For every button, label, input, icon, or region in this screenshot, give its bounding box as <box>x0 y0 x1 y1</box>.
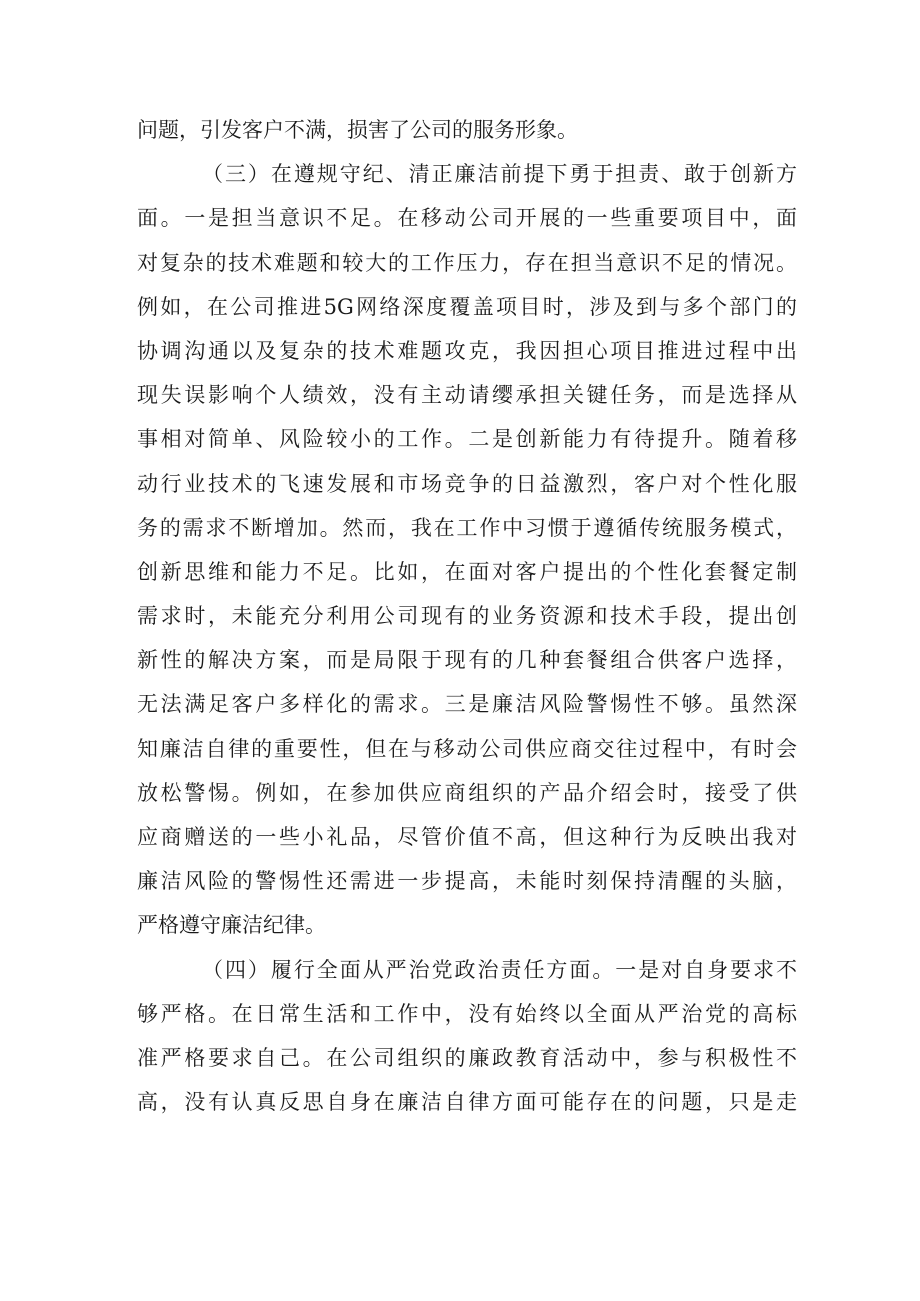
text-line: 准严格要求自己。在公司组织的廉政教育活动中，参与积极性不 <box>137 1045 797 1070</box>
text-line: 应商赠送的一些小礼品，尽管价值不高，但这种行为反映出我对 <box>137 825 797 849</box>
text-line: 协调沟通以及复杂的技术难题攻克，我因担心项目推进过程中出 <box>137 338 797 363</box>
section-4-heading-line: （四）履行全面从严治党政治责任方面。一是对自身要求不 <box>202 957 797 982</box>
text-line: 务的需求不断增加。然而，我在工作中习惯于遵循传统服务模式， <box>137 515 797 540</box>
text-line: 对复杂的技术难题和较大的工作压力，存在担当意识不足的情况。 <box>137 250 797 275</box>
text-line: 问题，引发客户不满，损害了公司的服务形象。 <box>137 118 578 142</box>
text-line: 新性的解决方案，而是局限于现有的几种套餐组合供客户选择， <box>137 648 797 673</box>
text-line: 事相对简单、风险较小的工作。二是创新能力有待提升。随着移 <box>137 427 797 452</box>
text-line: 现失误影响个人绩效，没有主动请缨承担关键任务，而是选择从 <box>137 383 797 408</box>
text-line: 需求时，未能充分利用公司现有的业务资源和技术手段，提出创 <box>137 604 797 629</box>
text-line: 面。一是担当意识不足。在移动公司开展的一些重要项目中，面 <box>137 206 797 231</box>
document-body <box>137 108 797 1124</box>
section-3-heading-line: （三）在遵规守纪、清正廉洁前提下勇于担责、敢于创新方 <box>202 162 797 187</box>
paragraph-section-4 <box>137 948 797 1125</box>
paragraph-continuation <box>137 108 797 152</box>
text-line: 严格遵守廉洁纪律。 <box>137 913 326 938</box>
text-line: 创新思维和能力不足。比如，在面对客户提出的个性化套餐定制 <box>137 559 797 584</box>
text-line: 动行业技术的飞速发展和市场竞争的日益激烈，客户对个性化服 <box>137 471 797 496</box>
text-line: 放松警惕。例如，在参加供应商组织的产品介绍会时，接受了供 <box>137 780 797 805</box>
paragraph-section-3 <box>137 152 797 947</box>
text-line: 例如，在公司推进5G网络深度覆盖项目时，涉及到与多个部门的 <box>137 294 797 319</box>
text-line: 廉洁风险的警惕性还需进一步提高，未能时刻保持清醒的头脑， <box>137 869 797 894</box>
text-line: 高，没有认真反思自身在廉洁自律方面可能存在的问题，只是走 <box>137 1090 797 1115</box>
text-line: 无法满足客户多样化的需求。三是廉洁风险警惕性不够。虽然深 <box>137 692 797 717</box>
text-line: 够严格。在日常生活和工作中，没有始终以全面从严治党的高标 <box>137 1001 797 1026</box>
text-line: 知廉洁自律的重要性，但在与移动公司供应商交往过程中，有时会 <box>137 736 797 761</box>
